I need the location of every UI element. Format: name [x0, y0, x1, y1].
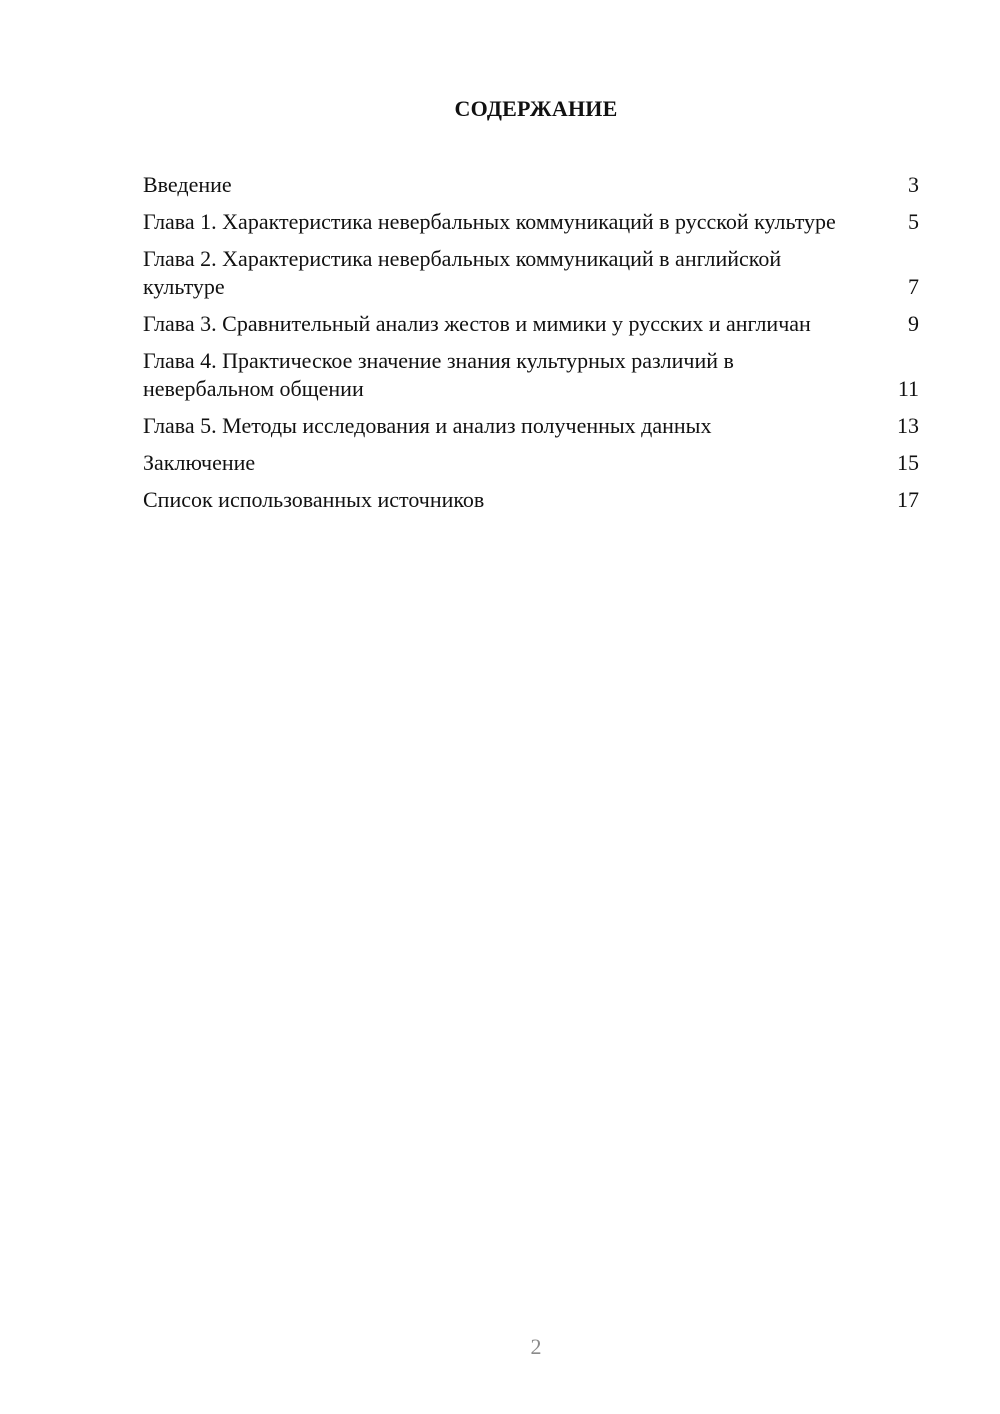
toc-entry-page: 17 — [897, 487, 919, 512]
toc-entry-page: 13 — [897, 413, 919, 438]
toc-entry-label: Введение — [143, 172, 232, 197]
toc-entry-label: Глава 4. Практическое значение знания культурных различий в невербальном общении — [143, 348, 734, 401]
toc-entry-conclusion[interactable] — [143, 449, 919, 477]
toc-entry-label: Список использованных источников — [143, 487, 485, 512]
toc-entry-chapter-5[interactable] — [143, 412, 919, 440]
toc-entry-page: 15 — [897, 450, 919, 475]
toc-entry-chapter-1[interactable] — [143, 208, 919, 236]
toc-entry-page: 11 — [897, 376, 919, 401]
toc-entry-page: 5 — [908, 209, 919, 234]
page-title: СОДЕРЖАНИЕ — [454, 96, 618, 121]
toc-entry-introduction[interactable] — [143, 171, 919, 199]
toc-entry-label: Глава 2. Характеристика невербальных коммуникаций в английской культуре — [143, 246, 782, 299]
toc-entry-label: Глава 1. Характеристика невербальных коммуникаций в русской культуре — [143, 209, 836, 234]
toc-entry-page: 3 — [908, 172, 919, 197]
toc-entry-references[interactable] — [143, 486, 919, 514]
toc-entry-page: 9 — [908, 311, 919, 336]
table-of-contents — [143, 171, 919, 523]
toc-entry-label: Заключение — [143, 450, 256, 475]
page-number: 2 — [530, 1334, 542, 1359]
toc-entry-page: 7 — [908, 274, 919, 299]
toc-entry-label: Глава 3. Сравнительный анализ жестов и мимики у русских и англичан — [143, 311, 811, 336]
toc-entry-chapter-4[interactable] — [143, 347, 919, 403]
toc-entry-chapter-3[interactable] — [143, 310, 919, 338]
toc-entry-chapter-2[interactable] — [143, 245, 919, 301]
toc-entry-label: Глава 5. Методы исследования и анализ полученных данных — [143, 413, 712, 438]
